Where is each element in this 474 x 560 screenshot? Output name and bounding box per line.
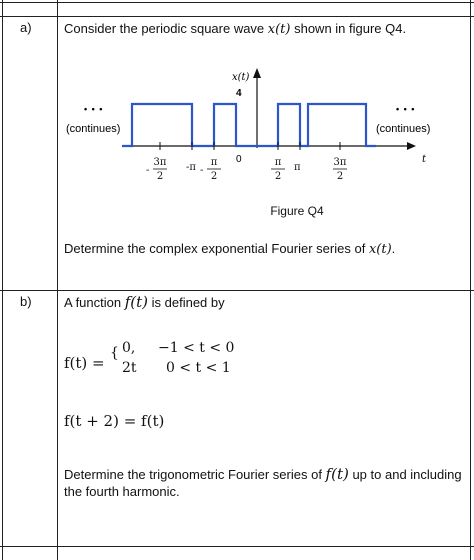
periodicity-equation: f(t + 2) = f(t) [64, 412, 165, 430]
part-b-intro-math: f(t) [124, 293, 149, 311]
part-b-question [64, 466, 464, 500]
row-divider [0, 290, 474, 291]
tick-denominator-pi-over-2: 2 [274, 171, 282, 182]
figure-caption: Figure Q4 [270, 204, 324, 218]
tick-denominator-neg-3pi-over-2: 2 [156, 171, 164, 182]
part-a-intro [64, 20, 406, 38]
tick-labels [146, 157, 347, 182]
tick-numerator-neg-pi-over-2: π [210, 157, 218, 168]
case2-value: 2t [122, 360, 137, 376]
part-a-question-tail: . [391, 241, 396, 256]
square-wave-figure [64, 66, 444, 196]
part-b-question-math: f(t) [325, 465, 349, 483]
part-a-question [64, 240, 395, 258]
case2-condition: 0 < t < 1 [166, 360, 231, 376]
tick-label-pi-over-2 [271, 157, 285, 182]
tick-numerator-pi-over-2: π [274, 157, 282, 168]
part-a-question-math: x(t) [368, 242, 392, 257]
part-a-question-text: Determine the complex exponential Fourier series of [64, 241, 369, 256]
part-b-question-line1 [64, 466, 464, 483]
continues-right-label: (continues) [376, 123, 431, 135]
tick-text-pi: π [294, 162, 301, 173]
x-axis-label: x(t) [232, 72, 250, 83]
tick-text-neg-pi: -π [186, 162, 196, 173]
square-wave-line [122, 104, 376, 146]
part-b-question-tail: up to and including [348, 467, 462, 482]
part-b-label: b) [20, 294, 32, 309]
continues-left-dots: • • • [84, 104, 104, 114]
part-a-intro-math: x(t) [267, 22, 291, 37]
table-top-border [0, 2, 474, 3]
part-b-question-line2: the fourth harmonic. [64, 484, 180, 499]
tick-numerator-3pi-over-2: 3π [333, 157, 347, 168]
table-left-border [2, 0, 3, 560]
part-b-question-text: Determine the trigonometric Fourier series of [64, 467, 326, 482]
tick-sign-neg-pi-over-2: - [200, 165, 204, 176]
case1-value: 0, [122, 340, 136, 356]
tick-sign-neg-3pi-over-2: - [146, 165, 150, 176]
piecewise-lhs: f(t) = [64, 354, 105, 372]
part-b-intro [64, 294, 225, 311]
tick-denominator-3pi-over-2: 2 [336, 171, 344, 182]
part-b-intro-text: A function [64, 295, 125, 310]
continues-right-dots: • • • [396, 104, 416, 114]
table-bottom-border [0, 546, 474, 547]
continues-left-label: (continues) [66, 123, 121, 135]
amplitude-label: 4 [236, 88, 242, 99]
tick-numerator-neg-3pi-over-2: 3π [153, 157, 167, 168]
case1-condition: −1 < t < 0 [158, 340, 235, 356]
t-label: t [422, 154, 427, 165]
x-axis-arrow [253, 68, 261, 78]
tick-label-neg-pi [186, 162, 196, 173]
piecewise-brace: { [110, 345, 119, 361]
column-divider [57, 0, 58, 560]
tick-label-3pi-over-2 [333, 157, 347, 182]
table-top-border-inner [0, 16, 474, 17]
tick-label-pi [294, 162, 301, 173]
tick-label-neg-pi-over-2 [200, 157, 221, 182]
tick-label-neg-3pi-over-2 [146, 157, 167, 182]
origin-label: 0 [236, 154, 242, 165]
table-right-border [470, 0, 471, 560]
part-b-intro-tail: is defined by [148, 295, 225, 310]
tick-denominator-neg-pi-over-2: 2 [210, 171, 218, 182]
part-a-intro-tail: shown in figure Q4. [290, 21, 407, 36]
part-a-label: a) [20, 20, 32, 35]
part-a-intro-text: Consider the periodic square wave [64, 21, 268, 36]
t-axis-arrow [407, 142, 416, 150]
